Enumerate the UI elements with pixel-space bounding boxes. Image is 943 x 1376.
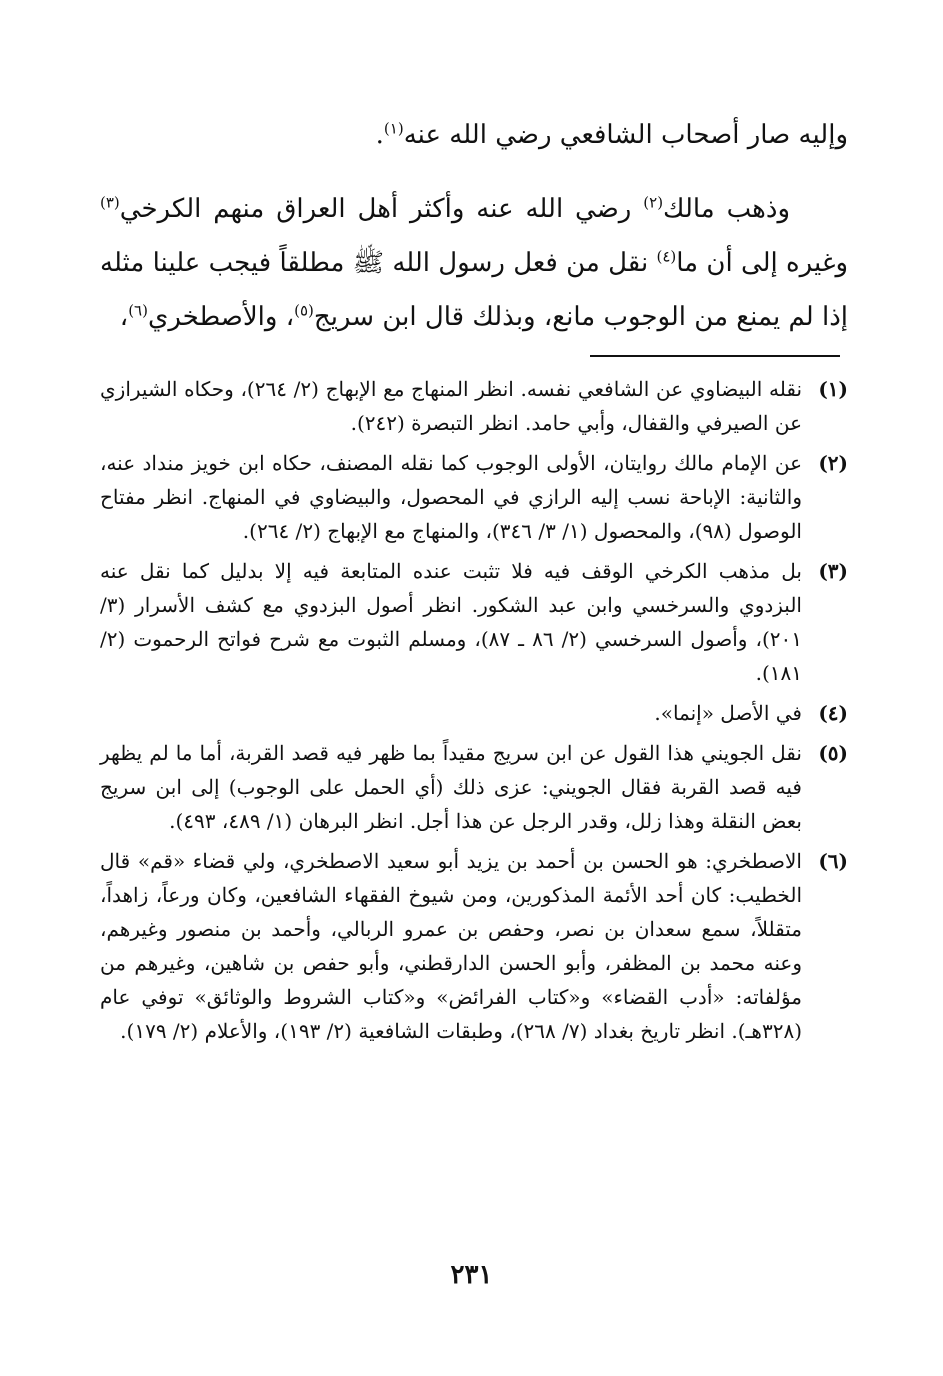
footnote-item	[100, 696, 848, 730]
main-text	[100, 108, 848, 344]
footnote-number: (١)	[818, 377, 848, 401]
footnote-number: (٣)	[818, 559, 848, 583]
paragraph-text-a: وذهب مالك	[663, 194, 790, 224]
footnote-ref-4: (٤)	[656, 247, 677, 266]
main-paragraph	[100, 182, 848, 344]
paragraph-text-e: ، والأصطخري	[147, 302, 295, 332]
footnote-item	[100, 554, 848, 690]
intro-text: وإليه صار أصحاب الشافعي رضي الله عنه	[403, 120, 848, 150]
footnote-ref-5: (٥)	[294, 301, 314, 320]
footnote-number: (٦)	[818, 849, 848, 873]
footnote-item	[100, 446, 848, 548]
footnote-text: عن الإمام مالك روايتان، الأولى الوجوب كما نقله المصنف، حكاه ابن خويز منداد عنه، والثانية: الإباحة نسب إليه الرازي في المحصول، والبيضاوي في المنهاج. انظر مفتاح الوصول (٩٨)، والمحصول (١/ ٣/ ٣٤٦)، والمنهاج مع الإبهاج (٢/ ٢٦٤).	[100, 451, 802, 543]
footnote-text: بل مذهب الكرخي الوقف فيه فلا تثبت عنده المتابعة فيه إلا بدليل كما نقل عنه البزدوي والسرخسي وابن عبد الشكور. انظر أصول البزدوي مع كشف الأسرار (٣/ ٢٠١)، وأصول السرخسي (٢/ ٨٦ ـ ٨٧)، ومسلم الثبوت مع شرح فواتح الرحموت (٢/ ١٨١).	[100, 559, 802, 685]
footnote-divider	[590, 355, 840, 357]
paragraph-text-b: رضي الله عنه وأكثر أهل العراق منهم الكرخي	[119, 194, 644, 224]
footnote-ref-1: (١)	[383, 119, 404, 138]
footnote-number: (٢)	[818, 451, 848, 475]
footnote-item	[100, 372, 848, 440]
paragraph-text-d: نقل من فعل رسول الله ﷺ مطلقاً فيجب علينا مثله إذا لم يمنع من الوجوب مانع، وبذلك قال ابن سريج	[100, 248, 848, 332]
paragraph-text-f: ،	[119, 302, 129, 332]
footnote-ref-2: (٢)	[643, 193, 664, 212]
footnote-ref-3: (٣)	[100, 193, 120, 212]
paragraph-text-c: وغيره إلى أن ما	[676, 248, 848, 278]
footnote-item	[100, 844, 848, 1048]
footnote-number: (٤)	[818, 701, 848, 725]
footnote-ref-6: (٦)	[128, 301, 148, 320]
page-number: ٢٣١	[450, 1260, 493, 1290]
footnotes-section	[100, 372, 848, 1054]
intro-end: .	[375, 120, 384, 150]
footnote-item	[100, 736, 848, 838]
footnote-number: (٥)	[818, 741, 848, 765]
footnote-text: نقل الجويني هذا القول عن ابن سريج مقيداً بما ظهر فيه قصد القربة، أما ما لم يظهر فيه قصد القربة فقال الجويني: عزى ذلك (أي الحمل على الوجوب) إلى ابن سريج بعض النقلة وهذا زلل، وقدر الرجل عن هذا أجل. انظر البرهان (١/ ٤٨٩، ٤٩٣).	[100, 741, 802, 833]
intro-line	[100, 108, 848, 162]
footnote-text: الاصطخري: هو الحسن بن أحمد بن يزيد أبو سعيد الاصطخري، ولي قضاء «قم» قال الخطيب: كان أحد الأئمة المذكورين، ومن شيوخ الفقهاء الشافعين، وكان ورعاً، زاهداً، متقللاً، سمع سعدان بن نصر، وحفص بن عمرو الربالي، وأحمد بن منصور وغيرهم، وعنه محمد بن المظفر، وأبو الحسن الدارقطني، وأبو حفص بن شاهين، وغيرهم من مؤلفاته: «أدب القضاء» و«كتاب الفرائض» و«كتاب الشروط والوثائق» توفي عام (٣٢٨هـ). انظر تاريخ بغداد (٧/ ٢٦٨)، وطبقات الشافعية (٢/ ١٩٣)، والأعلام (٢/ ١٧٩).	[100, 849, 802, 1043]
footnote-text: نقله البيضاوي عن الشافعي نفسه. انظر المنهاج مع الإبهاج (٢/ ٢٦٤)، وحكاه الشيرازي عن الصيرفي والقفال، وأبي حامد. انظر التبصرة (٢٤٢).	[100, 377, 803, 435]
footnote-text: في الأصل «إنما».	[654, 701, 802, 725]
